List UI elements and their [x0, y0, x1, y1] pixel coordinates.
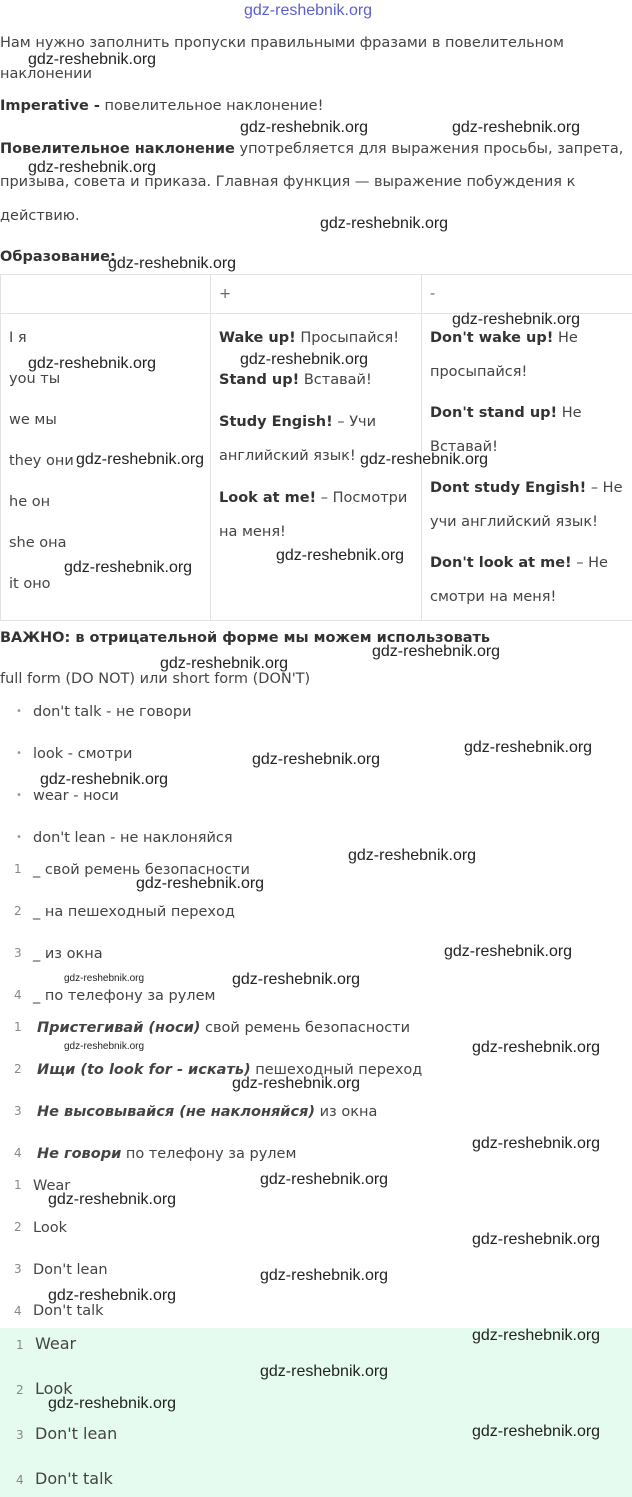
- watermark: gdz-reshebnik.org: [240, 119, 369, 136]
- watermark: gdz-reshebnik.org: [48, 1191, 177, 1208]
- translation-rest: из окна: [319, 1104, 378, 1120]
- positive-translation: Вставай!: [303, 372, 372, 388]
- watermark: gdz-reshebnik.org: [252, 751, 381, 768]
- definition-line-2: призыва, совета и приказа. Главная функция — выражение побуждения к: [0, 174, 576, 190]
- intro-line-1: Нам нужно заполнить пропуски правильными фразами в повелительном: [0, 35, 564, 51]
- watermark: gdz-reshebnik.org: [260, 1363, 389, 1380]
- translation-rest: по телефону за рулем: [125, 1146, 297, 1162]
- translation-number: 2: [14, 1062, 22, 1076]
- positive-example: [219, 328, 413, 348]
- watermark: gdz-reshebnik.org: [244, 2, 373, 19]
- translation-rest: свой ремень безопасности: [205, 1020, 411, 1036]
- watermark: gdz-reshebnik.org: [452, 311, 581, 328]
- formation-heading: Образование:: [0, 249, 116, 265]
- bullet-item: look - смотри: [33, 746, 133, 762]
- watermark: gdz-reshebnik.org: [452, 119, 581, 136]
- bullet-item: don't talk - не говори: [33, 704, 192, 720]
- translation-item: [37, 1144, 296, 1164]
- answer-number: 1: [16, 1338, 24, 1352]
- watermark: gdz-reshebnik.org: [76, 451, 205, 468]
- watermark: gdz-reshebnik.org: [260, 1171, 389, 1188]
- bullet-icon: •: [16, 706, 22, 717]
- answer-number: 3: [16, 1428, 24, 1442]
- positive-translation-cont: на меня!: [219, 524, 286, 540]
- negative-command: Don't stand up!: [430, 405, 558, 421]
- definition-line-3: действию.: [0, 208, 80, 224]
- bullet-icon: •: [16, 790, 22, 801]
- answer-number: 3: [14, 1262, 22, 1276]
- positive-translation: – Учи: [337, 414, 377, 430]
- watermark: gdz-reshebnik.org: [260, 1267, 389, 1284]
- imperative-definition: [0, 96, 323, 116]
- watermark: gdz-reshebnik.org: [64, 973, 145, 984]
- pronoun: he он: [9, 494, 51, 510]
- watermark: gdz-reshebnik.org: [28, 355, 157, 372]
- watermark: gdz-reshebnik.org: [160, 655, 289, 672]
- answer-number: 1: [14, 1178, 22, 1192]
- answer-text: Look: [33, 1220, 67, 1236]
- task-number: 1: [14, 862, 22, 876]
- watermark: gdz-reshebnik.org: [464, 739, 593, 756]
- translation-phrase: Не говори: [37, 1146, 122, 1162]
- watermark: gdz-reshebnik.org: [472, 1327, 601, 1344]
- negative-example: [430, 553, 624, 573]
- positive-command: Stand up!: [219, 372, 300, 388]
- translation-number: 3: [14, 1104, 22, 1118]
- pronoun: she она: [9, 535, 67, 551]
- answer-text: Don't talk: [35, 1469, 113, 1488]
- answer-text: Look: [35, 1379, 73, 1398]
- watermark: gdz-reshebnik.org: [28, 159, 157, 176]
- task-text: _ по телефону за рулем: [33, 988, 216, 1004]
- answer-text: Wear: [33, 1178, 71, 1194]
- watermark: gdz-reshebnik.org: [136, 875, 265, 892]
- watermark: gdz-reshebnik.org: [472, 1231, 601, 1248]
- definition-term: Повелительное наклонение: [0, 141, 235, 157]
- negative-command: Don't wake up!: [430, 330, 554, 346]
- pronoun: we мы: [9, 412, 57, 428]
- negative-command: Don't look at me!: [430, 555, 572, 571]
- header-cell: [1, 275, 211, 314]
- watermark: gdz-reshebnik.org: [444, 943, 573, 960]
- bullet-icon: •: [16, 748, 22, 759]
- negative-translation-cont: просыпайся!: [430, 364, 528, 380]
- imperative-rest: повелительное наклонение!: [104, 98, 324, 114]
- watermark: gdz-reshebnik.org: [28, 51, 157, 68]
- task-text: _ из окна: [33, 946, 103, 962]
- translation-item: [37, 1060, 422, 1080]
- positive-translation-cont: английский язык!: [219, 448, 356, 464]
- table-header-row: [1, 275, 632, 314]
- negative-example: [430, 403, 624, 423]
- definition-rest: употребляется для выражения просьбы, запрета,: [239, 141, 624, 157]
- watermark: gdz-reshebnik.org: [48, 1287, 177, 1304]
- positive-example: [219, 412, 413, 432]
- watermark: gdz-reshebnik.org: [232, 1075, 361, 1092]
- watermark: gdz-reshebnik.org: [240, 351, 369, 368]
- watermark: gdz-reshebnik.org: [232, 971, 361, 988]
- task-text: _ на пешеходный переход: [33, 904, 235, 920]
- pronoun: it оно: [9, 576, 51, 592]
- positive-example: [219, 488, 413, 508]
- pronoun: they они: [9, 453, 74, 469]
- watermark: gdz-reshebnik.org: [64, 1041, 145, 1052]
- watermark: gdz-reshebnik.org: [64, 559, 193, 576]
- negative-translation: – Не: [590, 480, 623, 496]
- watermark: gdz-reshebnik.org: [276, 547, 405, 564]
- answer-number: 2: [14, 1220, 22, 1234]
- negative-command: Dont study Engish!: [430, 480, 587, 496]
- positive-translation: Просыпайся!: [300, 330, 400, 346]
- definition-line-1: [0, 139, 623, 159]
- task-number: 3: [14, 946, 22, 960]
- translation-phrase: Пристегивай (носи): [37, 1020, 201, 1036]
- watermark: gdz-reshebnik.org: [472, 1423, 601, 1440]
- negative-translation-cont: Вставай!: [430, 439, 498, 455]
- watermark: gdz-reshebnik.org: [472, 1039, 601, 1056]
- answer-text: Don't lean: [33, 1262, 108, 1278]
- answer-text: Wear: [35, 1334, 77, 1353]
- positive-example: [219, 370, 413, 390]
- watermark: gdz-reshebnik.org: [360, 451, 489, 468]
- translation-item: [37, 1102, 377, 1122]
- watermark: gdz-reshebnik.org: [348, 847, 477, 864]
- positive-command: Wake up!: [219, 330, 296, 346]
- bullet-icon: •: [16, 832, 22, 843]
- bullet-item: don't lean - не наклоняйся: [33, 830, 233, 846]
- negative-translation-cont: смотри на меня!: [430, 589, 557, 605]
- watermark: gdz-reshebnik.org: [40, 771, 169, 788]
- translation-rest: пешеходный переход: [255, 1062, 423, 1078]
- answer-text: Don't talk: [33, 1303, 104, 1319]
- negative-translation: Не: [557, 330, 578, 346]
- translation-item: [37, 1018, 410, 1038]
- watermark: gdz-reshebnik.org: [372, 643, 501, 660]
- translation-number: 1: [14, 1020, 22, 1034]
- negative-translation-cont: учи английский язык!: [430, 514, 598, 530]
- pronoun: you ты: [9, 371, 61, 387]
- watermark: gdz-reshebnik.org: [48, 1395, 177, 1412]
- watermark: gdz-reshebnik.org: [472, 1135, 601, 1152]
- header-cell-minus: -: [422, 275, 632, 314]
- watermark: gdz-reshebnik.org: [108, 255, 237, 272]
- important-note-line-1: ВАЖНО: в отрицательной форме мы можем использовать: [0, 630, 491, 646]
- watermark: gdz-reshebnik.org: [320, 215, 449, 232]
- positive-translation: – Посмотри: [320, 490, 408, 506]
- pronoun: I я: [9, 330, 27, 346]
- imperative-term: Imperative -: [0, 98, 100, 114]
- answer-text: Don't lean: [35, 1424, 118, 1443]
- negative-translation: Не: [561, 405, 582, 421]
- answer-number: 2: [16, 1383, 24, 1397]
- header-cell-plus: +: [211, 275, 422, 314]
- bullet-item: wear - носи: [33, 788, 119, 804]
- task-number: 4: [14, 988, 22, 1002]
- task-number: 2: [14, 904, 22, 918]
- important-note-line-2: full form (DO NOT) или short form (DON'T): [0, 671, 311, 687]
- task-text: _ свой ремень безопасности: [33, 862, 250, 878]
- answer-number: 4: [16, 1473, 24, 1487]
- negative-example: [430, 478, 624, 498]
- translation-phrase: Ищи (to look for - искать): [37, 1062, 251, 1078]
- translation-phrase: Не высовывайся (не наклоняйся): [37, 1104, 315, 1120]
- negative-translation: – Не: [576, 555, 608, 571]
- answer-number: 4: [14, 1304, 22, 1318]
- intro-line-2: наклонении: [0, 66, 92, 82]
- translation-number: 4: [14, 1146, 22, 1160]
- positive-command: Study Engish!: [219, 414, 333, 430]
- negative-example: [430, 328, 624, 348]
- positive-command: Look at me!: [219, 490, 317, 506]
